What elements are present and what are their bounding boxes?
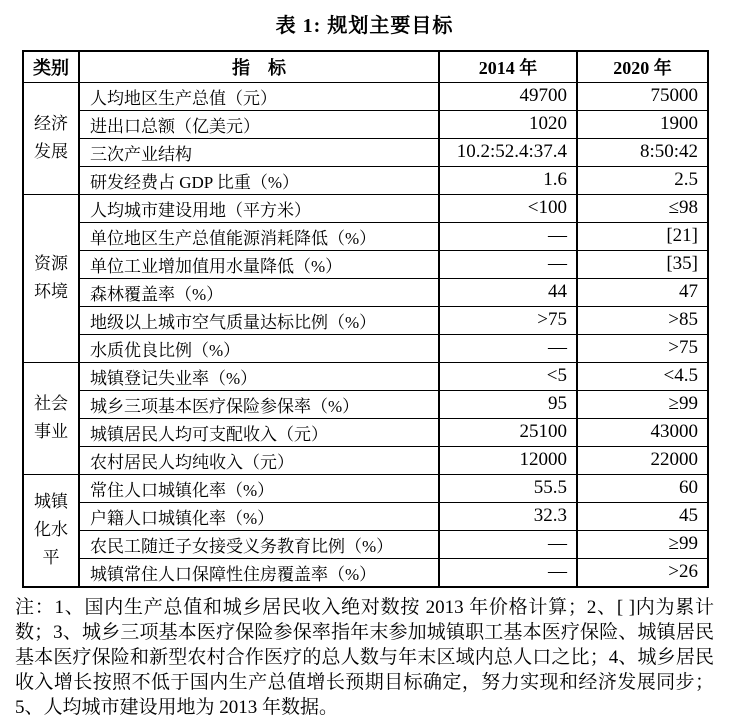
value-2020-cell: 60 (577, 474, 708, 502)
value-2014-cell: 12000 (439, 446, 577, 474)
indicator-cell: 常住人口城镇化率（%） (79, 474, 439, 502)
value-2020-cell: >26 (577, 558, 708, 587)
table-row (23, 278, 708, 306)
category-cell: 城镇化水平 (23, 474, 79, 587)
table-row (23, 390, 708, 418)
indicator-cell: 单位地区生产总值能源消耗降低（%） (79, 222, 439, 250)
value-2014-cell: 95 (439, 390, 577, 418)
category-cell: 资源环境 (23, 194, 79, 362)
header-year-2014: 2014 年 (439, 51, 577, 82)
table-row (23, 474, 708, 502)
value-2020-cell: ≥99 (577, 530, 708, 558)
value-2014-cell: 44 (439, 278, 577, 306)
value-2014-cell: — (439, 250, 577, 278)
indicator-cell: 地级以上城市空气质量达标比例（%） (79, 306, 439, 334)
table-row (23, 558, 708, 587)
value-2020-cell: ≤98 (577, 194, 708, 222)
value-2020-cell: [35] (577, 250, 708, 278)
indicator-cell: 人均城市建设用地（平方米） (79, 194, 439, 222)
value-2020-cell: 75000 (577, 82, 708, 110)
table-row (23, 110, 708, 138)
value-2020-cell: 22000 (577, 446, 708, 474)
value-2014-cell: 55.5 (439, 474, 577, 502)
table-row (23, 138, 708, 166)
value-2020-cell: 45 (577, 502, 708, 530)
table-row (23, 222, 708, 250)
indicator-cell: 城镇居民人均可支配收入（元） (79, 418, 439, 446)
value-2014-cell: 1.6 (439, 166, 577, 194)
value-2020-cell: 47 (577, 278, 708, 306)
indicator-cell: 户籍人口城镇化率（%） (79, 502, 439, 530)
category-cell: 社会事业 (23, 362, 79, 474)
indicator-cell: 单位工业增加值用水量降低（%） (79, 250, 439, 278)
table-row (23, 418, 708, 446)
indicator-cell: 城镇登记失业率（%） (79, 362, 439, 390)
value-2014-cell: 25100 (439, 418, 577, 446)
value-2014-cell: 1020 (439, 110, 577, 138)
table-row (23, 194, 708, 222)
table-row (23, 530, 708, 558)
indicator-cell: 进出口总额（亿美元） (79, 110, 439, 138)
value-2014-cell: <5 (439, 362, 577, 390)
value-2020-cell: <4.5 (577, 362, 708, 390)
indicator-cell: 城乡三项基本医疗保险参保率（%） (79, 390, 439, 418)
table-row (23, 334, 708, 362)
indicator-cell: 三次产业结构 (79, 138, 439, 166)
value-2014-cell: — (439, 558, 577, 587)
value-2020-cell: 43000 (577, 418, 708, 446)
table-title: 表 1: 规划主要目标 (275, 15, 454, 37)
category-cell: 经济发展 (23, 82, 79, 194)
value-2020-cell: >75 (577, 334, 708, 362)
indicator-cell: 城镇常住人口保障性住房覆盖率（%） (79, 558, 439, 587)
table-row (23, 82, 708, 110)
value-2020-cell: 1900 (577, 110, 708, 138)
table-row (23, 502, 708, 530)
indicator-cell: 森林覆盖率（%） (79, 278, 439, 306)
table-row (23, 250, 708, 278)
value-2014-cell: — (439, 222, 577, 250)
indicator-cell: 人均地区生产总值（元） (79, 82, 439, 110)
table-row (23, 362, 708, 390)
value-2014-cell: >75 (439, 306, 577, 334)
value-2020-cell: ≥99 (577, 390, 708, 418)
table-row (23, 166, 708, 194)
table-row (23, 306, 708, 334)
header-year-2020: 2020 年 (577, 51, 708, 82)
value-2014-cell: <100 (439, 194, 577, 222)
header-indicator: 指 标 (79, 51, 439, 82)
header-category: 类别 (23, 51, 79, 82)
indicator-cell: 水质优良比例（%） (79, 334, 439, 362)
value-2014-cell: — (439, 334, 577, 362)
indicator-cell: 农村居民人均纯收入（元） (79, 446, 439, 474)
value-2020-cell: [21] (577, 222, 708, 250)
indicator-cell: 农民工随迁子女接受义务教育比例（%） (79, 530, 439, 558)
value-2014-cell: — (439, 530, 577, 558)
table-footnote: 注：1、国内生产总值和城乡居民收入绝对数按 2013 年价格计算；2、[ ]内为累计数；3、城乡三项基本医疗保险参保率指年末参加城镇职工基本医疗保险、城镇居民基本医疗保险和新型农村合作医疗的总人数与年末区域内总人口之比；4、城乡居民收入增长按照不低于国内生产总值增长预期目标确定，努力实现和经济发展同步；5、人均城市建设用地为 2013 年数据。 (15, 596, 714, 718)
header-row (23, 51, 708, 82)
value-2014-cell: 10.2:52.4:37.4 (439, 138, 577, 166)
planning-goals-table (22, 50, 709, 588)
value-2014-cell: 32.3 (439, 502, 577, 530)
value-2014-cell: 49700 (439, 82, 577, 110)
table-row (23, 446, 708, 474)
value-2020-cell: 8:50:42 (577, 138, 708, 166)
value-2020-cell: >85 (577, 306, 708, 334)
indicator-cell: 研发经费占 GDP 比重（%） (79, 166, 439, 194)
value-2020-cell: 2.5 (577, 166, 708, 194)
